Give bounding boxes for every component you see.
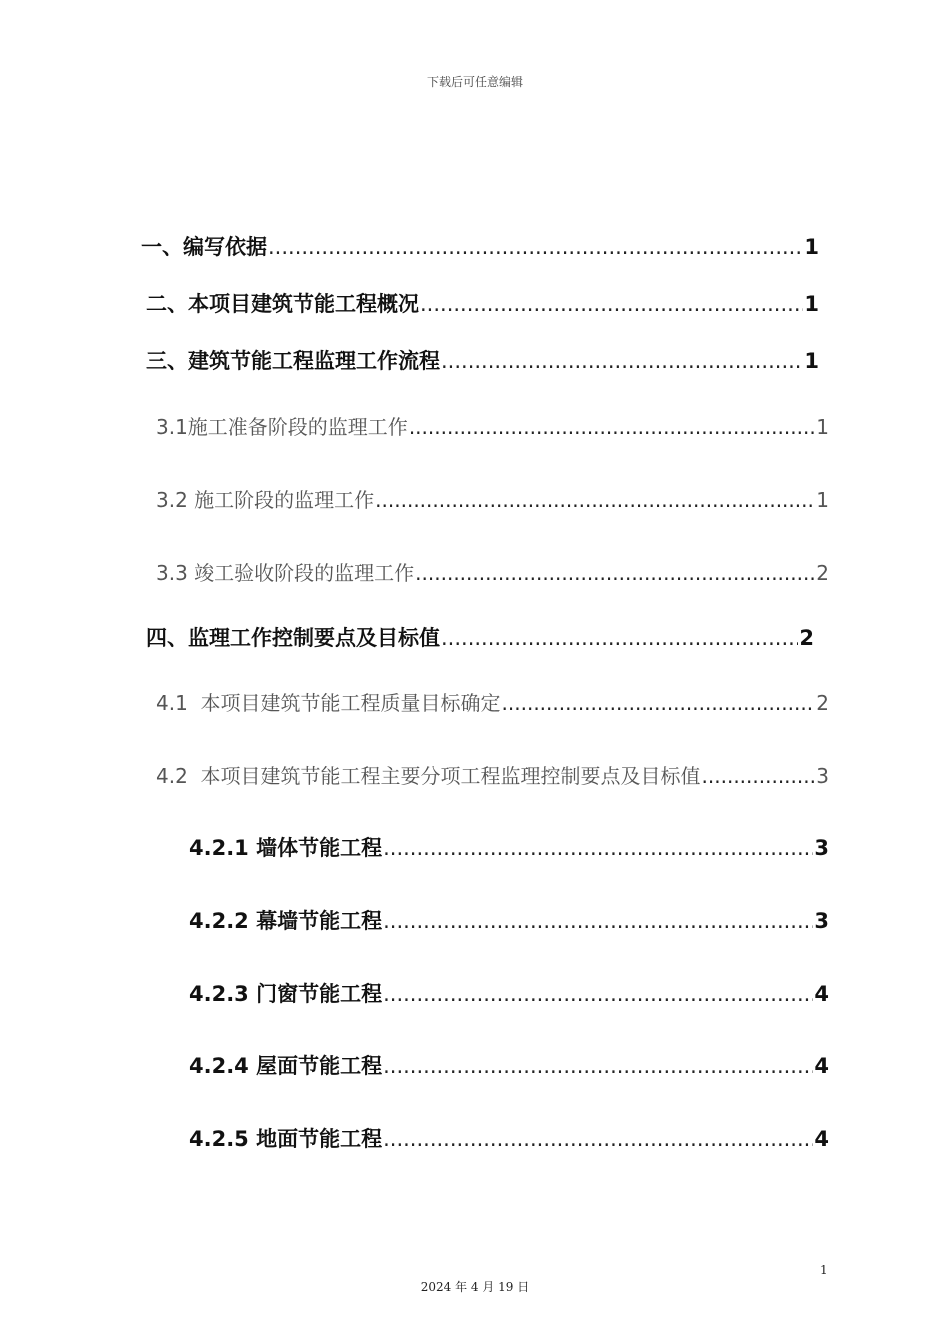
toc-entry-3[interactable]	[146, 345, 819, 375]
toc-entry-title: 4.2.5 地面节能工程	[189, 1127, 383, 1151]
toc-entry-title: 4.2.3 门窗节能工程	[189, 982, 383, 1006]
toc-entry-4[interactable]	[146, 622, 814, 652]
toc-entry-4-2-3[interactable]	[189, 978, 829, 1008]
toc-entry-3-3[interactable]	[156, 557, 829, 586]
toc-entry-1[interactable]	[141, 231, 819, 261]
dot-leader	[383, 836, 813, 860]
toc-entry-page: 1	[816, 488, 829, 512]
toc-entry-title: 4.1 本项目建筑节能工程质量目标确定	[156, 691, 501, 715]
dot-leader	[268, 235, 803, 259]
dot-leader	[441, 626, 798, 650]
dot-leader	[375, 488, 815, 512]
dot-leader	[415, 561, 815, 585]
toc-entry-3-2[interactable]	[156, 484, 829, 513]
toc-entry-4-2-4[interactable]	[189, 1050, 829, 1080]
toc-entry-page: 2	[799, 626, 814, 650]
toc-entry-title: 4.2.2 幕墙节能工程	[189, 909, 383, 933]
toc-entry-4-2-1[interactable]	[189, 832, 829, 862]
dot-leader	[441, 349, 803, 373]
dot-leader	[702, 764, 816, 788]
toc-entry-4-2-5[interactable]	[189, 1123, 829, 1153]
toc-entry-page: 2	[816, 561, 829, 585]
toc-entry-2[interactable]	[146, 288, 819, 318]
toc-entry-page: 1	[804, 349, 819, 373]
toc-entry-page: 3	[816, 764, 829, 788]
dot-leader	[420, 292, 803, 316]
toc-entry-page: 1	[804, 292, 819, 316]
toc-entry-title: 3.1施工准备阶段的监理工作	[156, 415, 408, 439]
toc-entry-4-2[interactable]	[156, 760, 829, 789]
toc-entry-title: 四、监理工作控制要点及目标值	[146, 626, 440, 650]
toc-entry-title: 3.2 施工阶段的监理工作	[156, 488, 375, 512]
dot-leader	[383, 1127, 813, 1151]
dot-leader	[383, 982, 813, 1006]
page-header: 下载后可任意编辑	[426, 75, 523, 89]
toc-entry-4-2-2[interactable]	[189, 905, 829, 935]
toc-entry-title: 三、建筑节能工程监理工作流程	[146, 349, 440, 373]
toc-entry-title: 4.2.1 墙体节能工程	[189, 836, 383, 860]
dot-leader	[502, 691, 816, 715]
dot-leader	[383, 1054, 813, 1078]
dot-leader	[409, 415, 815, 439]
toc-entry-page: 4	[814, 1054, 829, 1078]
toc-entry-page: 3	[814, 836, 829, 860]
toc-entry-3-1[interactable]	[156, 411, 829, 440]
toc-entry-page: 4	[814, 1127, 829, 1151]
toc-entry-page: 4	[814, 982, 829, 1006]
toc-entry-4-1[interactable]	[156, 687, 829, 716]
toc-entry-title: 一、编写依据	[141, 235, 267, 259]
toc-entry-page: 2	[816, 691, 829, 715]
toc-entry-title: 4.2.4 屋面节能工程	[189, 1054, 383, 1078]
footer-date: 2024 年 4 月 19 日	[420, 1280, 530, 1294]
toc-entry-title: 3.3 竣工验收阶段的监理工作	[156, 561, 415, 585]
toc-entry-page: 1	[804, 235, 819, 259]
page-number: 1	[820, 1263, 828, 1277]
toc-entry-page: 1	[816, 415, 829, 439]
toc-entry-page: 3	[814, 909, 829, 933]
toc-entry-title: 4.2 本项目建筑节能工程主要分项工程监理控制要点及目标值	[156, 764, 701, 788]
dot-leader	[383, 909, 813, 933]
toc-entry-title: 二、本项目建筑节能工程概况	[146, 292, 419, 316]
